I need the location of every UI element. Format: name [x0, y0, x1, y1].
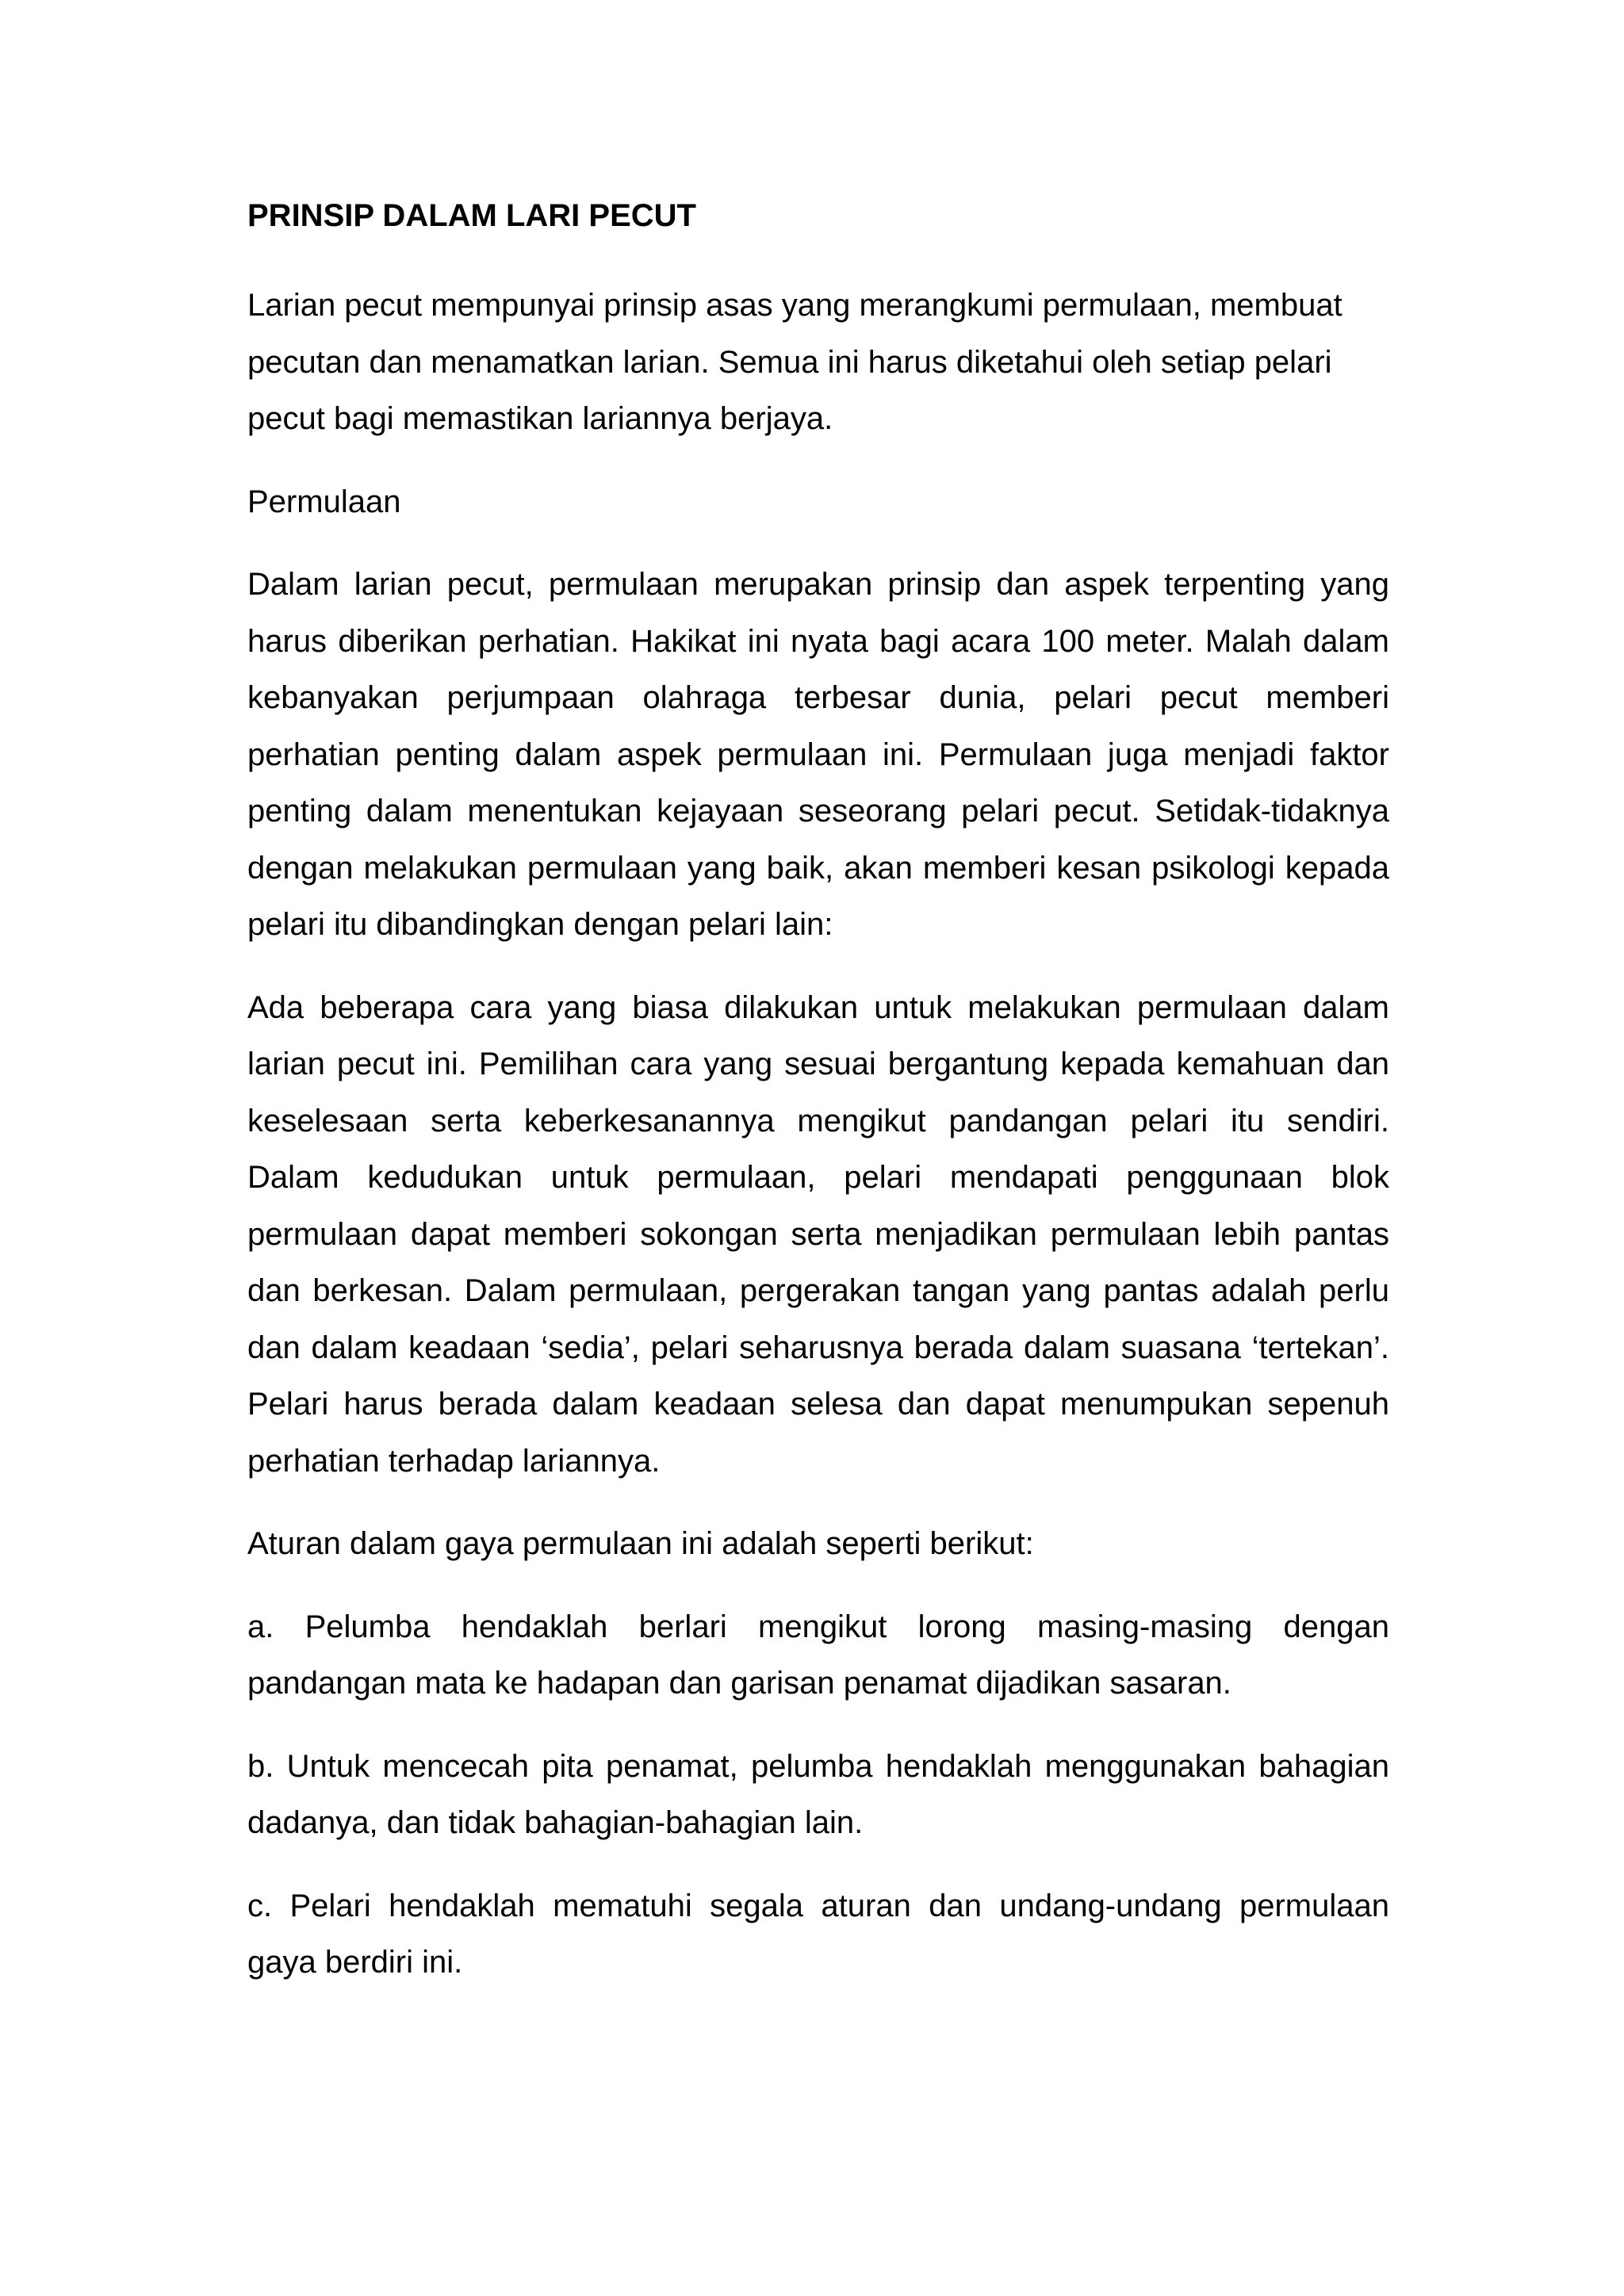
document-page [247, 197, 1389, 2018]
intro-paragraph: Larian pecut mempunyai prinsip asas yang merangkumi permulaan, membuat pecutan dan menamatkan larian. Semua ini harus diketahui oleh setiap pelari pecut bagi memastikan lariannya berjaya. [247, 288, 1342, 436]
document-title: PRINSIP DALAM LARI PECUT [247, 198, 696, 233]
rule-c: c. Pelari hendaklah mematuhi segala aturan dan undang-undang permulaan gaya berdiri ini. [247, 1888, 1389, 1980]
paragraph-3: Aturan dalam gaya permulaan ini adalah seperti berikut: [247, 1526, 1034, 1561]
section-heading: Permulaan [247, 484, 401, 519]
rule-a: a. Pelumba hendaklah berlari mengikut lorong masing-masing dengan pandangan mata ke hadapan dan garisan penamat dijadikan sasaran. [247, 1609, 1389, 1701]
rule-b: b. Untuk mencecah pita penamat, pelumba hendaklah menggunakan bahagian dadanya, dan tidak bahagian-bahagian lain. [247, 1748, 1389, 1840]
paragraph-1: Dalam larian pecut, permulaan merupakan prinsip dan aspek terpenting yang harus diberikan perhatian. Hakikat ini nyata bagi acara 100 meter. Malah dalam kebanyakan perjumpaan olahraga terbesar dunia, pelari pecut memberi perhatian penting dalam aspek permulaan ini. Permulaan juga menjadi faktor penting dalam menentukan kejayaan seseorang pelari pecut. Setidak-tidaknya dengan melakukan permulaan yang baik, akan memberi kesan psikologi kepada pelari itu dibandingkan dengan pelari lain: [247, 567, 1389, 942]
paragraph-2: Ada beberapa cara yang biasa dilakukan untuk melakukan permulaan dalam larian pecut ini. Pemilihan cara yang sesuai bergantung kepada kemahuan dan keselesaan serta keberkesanannya mengikut pandangan pelari itu sendiri. Dalam kedudukan untuk permulaan, pelari mendapati penggunaan blok permulaan dapat memberi sokongan serta menjadikan permulaan lebih pantas dan berkesan. Dalam permulaan, pergerakan tangan yang pantas adalah perlu dan dalam keadaan ‘sedia’, pelari seharusnya berada dalam suasana ‘tertekan’. Pelari harus berada dalam keadaan selesa dan dapat menumpukan sepenuh perhatian terhadap lariannya. [247, 989, 1389, 1479]
